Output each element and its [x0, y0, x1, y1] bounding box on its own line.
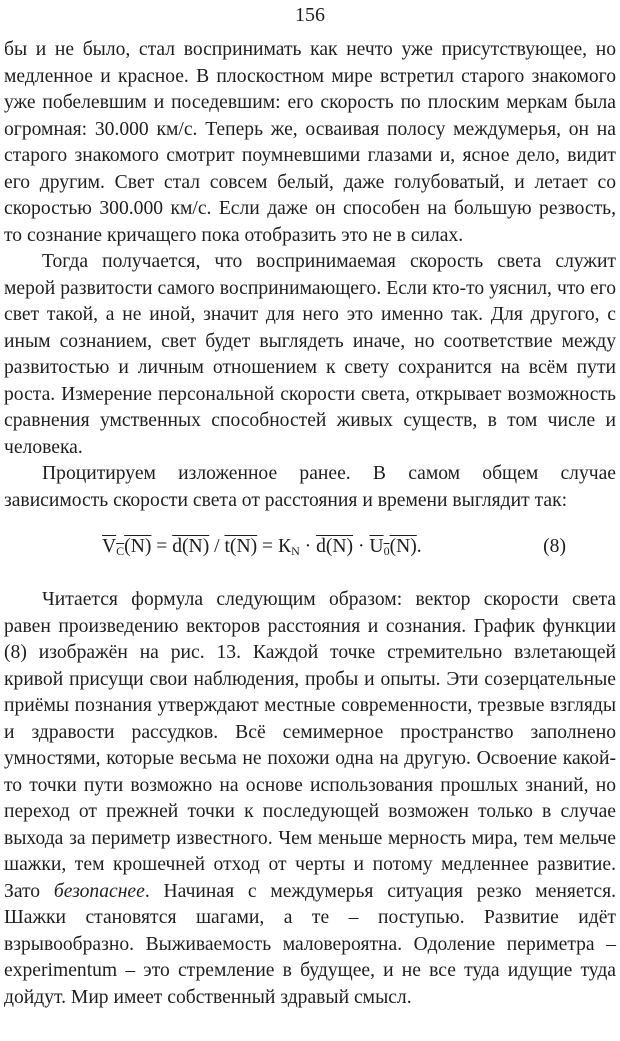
distance-term: d(N): [172, 536, 210, 557]
paragraph-3: Процитируем изложенное ранее. В самом общем случае зависимость скорости света от расстояния и времени выглядит так:: [4, 463, 616, 511]
formula-8: $V_C(N) = d(N) / t(N) = К_N \cdot d(N) \cdot U_0(N)$.: [102, 536, 422, 558]
italic-emphasis: безопаснее: [53, 880, 145, 902]
distance-term-2: d(N): [316, 536, 354, 557]
formula-block: [4, 523, 616, 576]
velocity-term: $V_C(N)$: [102, 536, 152, 558]
time-term: t(N): [224, 536, 258, 557]
page-number: 156: [295, 4, 325, 26]
paragraph-2: Тогда получается, что воспринимаемая скорость света служит мерой развитости самого воспринимающего. Если кто-то уяснил, что его свет такой, а не иной, значит для него это именно так. Для другого, с иным сознанием, свет будет выглядеть иначе, но соответствие между развитостью и личным отношением к свету сохранится на всём пути роста. Измерение персональной скорости света, открывает возможность сравнения умственных способностей живых существ, в том числе и человека.: [4, 251, 616, 458]
formula-number: (8): [543, 536, 566, 557]
consciousness-term: $U_0(N)$: [369, 536, 417, 558]
page-body: [4, 37, 616, 1011]
paragraph-1: бы и не было, стал воспринимать как нечто уже присутствующее, но медленное и красное. В плоскостном мире встретил старого знакомого уже побелевшим и поседевшим: его скорость по плоским меркам была огромная: 30.000 км/с. Теперь же, осваивая полосу междумерья, он на старого знакомого смотрит поумневшими глазами и, ясное дело, видит его другим. Свет стал совсем белый, даже голубоватый, и летает со скоростью 300.000 км/с. Если даже он способен на большую резвость, то сознание кричащего пока отобразить это не в силах.: [4, 39, 616, 246]
paragraph-4: Читается формула следующим образом: вектор скорости света равен произведению векторов расстояния и сознания. График функции (8) изображён на рис. 13. Каждой точке стремительно взлетающей кривой присущи свои наблюдения, пробы и опыты. Эти созерцательные приёмы познания утверждают местные современности, трезвые взгляды и здравости рассудков. Всё семимерное пространство заполнено умностями, которые весьма не похожи одна на другую. Освоение какой-то точки пути возможно на основе использования прошлых знаний, но переход от прежней точки к последующей возможен только в случае выхода за периметр известного. Чем меньше мерность мира, тем мельче шажки, тем крошечней отход от черты и потому медленнее развитие. Зато безопаснее. Начиная с междумерья ситуация резко меняется. Шажки становятся шагами, а те – поступью. Развитие идёт взрывообразно. Выживаемость маловероятна. Одоление периметра – experimentum – это стремление в будущее, и не все туда идущие туда дойдут. Мир имеет собственный здравый смысл.: [4, 589, 616, 1008]
coefficient-term: $К_N$: [278, 536, 300, 558]
